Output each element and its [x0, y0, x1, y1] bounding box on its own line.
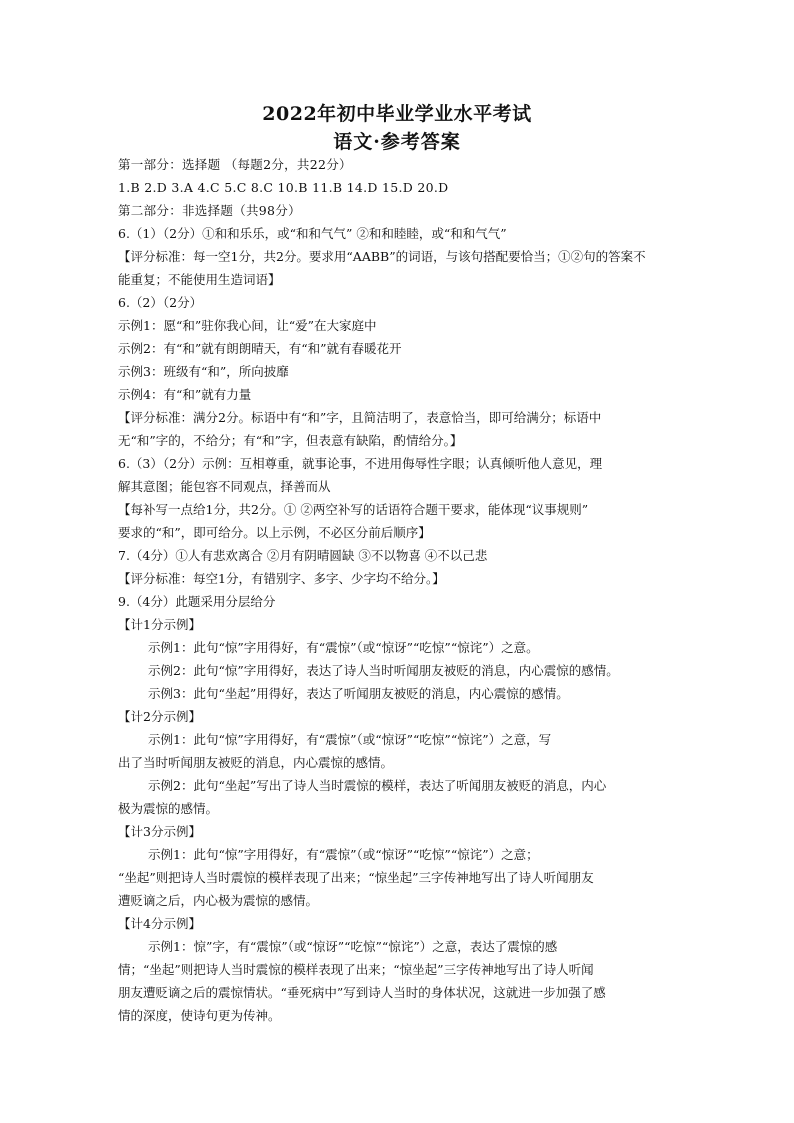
q6-1-answer: 6.（1）（2分）①和和乐乐，或“和和气气” ②和和睦睦，或“和和气气” [118, 226, 507, 241]
q9-level-4-example-1d: 情的深度，使诗句更为传神。 [118, 1008, 281, 1023]
q6-3-answer-2: 解其意图；能包容不同观点，择善而从 [118, 479, 331, 494]
q6-2-rubric-2: 无“和”字的，不给分；有“和”字，但表意有缺陷，酌情给分。】 [118, 433, 463, 448]
q6-2-heading: 6.（2）（2分） [118, 295, 203, 310]
q6-1-rubric-2: 能重复；不能使用生造词语】 [118, 272, 281, 287]
q9-level-3-heading: 【计3分示例】 [118, 824, 201, 839]
q6-2-example-3: 示例3：班级有“和”，所向披靡 [118, 364, 289, 379]
q9-level-4-heading: 【计4分示例】 [118, 916, 201, 931]
q9-level-1-heading: 【计1分示例】 [118, 617, 201, 632]
section-2-heading: 第二部分：非选择题（共98分） [118, 203, 301, 218]
q9-level-1-example-1: 示例1：此句“惊”字用得好，有“震惊”（或“惊讶”“吃惊”“惊诧”）之意。 [148, 640, 539, 655]
q9-level-4-example-1b: 情；“坐起”则把诗人当时震惊的模样表现了出来；“惊坐起”三字传神地写出了诗人听闻 [118, 962, 594, 977]
q6-2-example-1: 示例1：愿“和”驻你我心间，让“爱”在大家庭中 [118, 318, 377, 333]
q9-heading: 9.（4分）此题采用分层给分 [118, 594, 276, 609]
section-1-heading: 第一部分：选择题 （每题2分，共22分） [118, 157, 352, 172]
q6-2-rubric-1: 【评分标准：满分2分。标语中有“和”字，且简洁明了，表意恰当，即可给满分；标语中 [118, 410, 602, 425]
q6-2-example-4: 示例4：有“和”就有力量 [118, 387, 252, 402]
q9-level-1-example-3: 示例3：此句“坐起”用得好，表达了听闻朋友被贬的消息，内心震惊的感情。 [148, 686, 569, 701]
q6-1-rubric-1: 【评分标准：每一空1分，共2分。要求用“AABB”的词语，与该句搭配要恰当；①②句的答案不 [118, 249, 646, 264]
q7-answer: 7.（4分）①人有悲欢离合 ②月有阴晴圆缺 ③不以物喜 ④不以己悲 [118, 548, 488, 563]
q6-2-example-2: 示例2：有“和”就有朗朗晴天，有“和”就有春暖花开 [118, 341, 402, 356]
q9-level-2-example-2b: 极为震惊的感情。 [118, 801, 219, 816]
q9-level-3-example-1c: 遭贬谪之后，内心极为震惊的感情。 [118, 893, 319, 908]
q9-level-4-example-1a: 示例1：惊”字，有“震惊”（或“惊讶”“吃惊”“惊诧”）之意，表达了震惊的感 [148, 939, 558, 954]
q9-level-2-heading: 【计2分示例】 [118, 709, 201, 724]
q7-rubric: 【评分标准：每空1分，有错别字、多字、少字均不给分。】 [118, 571, 445, 586]
q6-3-answer-1: 6.（3）（2分）示例：互相尊重，就事论事，不进用侮辱性字眼；认真倾听他人意见，理 [118, 456, 603, 471]
q6-3-rubric-2: 要求的“和”，即可给分。以上示例，不必区分前后顺序】 [118, 525, 431, 540]
q9-level-2-example-1b: 出了当时听闻朋友被贬的消息，内心震惊的感情。 [118, 755, 394, 770]
q9-level-2-example-1a: 示例1：此句“惊”字用得好，有“震惊”（或“惊讶”“吃惊”“惊诧”）之意，写 [148, 732, 552, 747]
q6-3-rubric-1: 【每补写一点给1分，共2分。① ②两空补写的话语符合题干要求，能体现“议事规则” [118, 502, 589, 517]
q9-level-3-example-1b: “坐起”则把诗人当时震惊的模样表现了出来；“惊坐起”三字传神地写出了诗人听闻朋友 [118, 870, 594, 885]
q9-level-1-example-2: 示例2：此句“惊”字用得好，表达了诗人当时听闻朋友被贬的消息，内心震惊的感情。 [148, 663, 619, 678]
q9-level-2-example-2a: 示例2：此句“坐起”写出了诗人当时震惊的模样，表达了听闻朋友被贬的消息，内心 [148, 778, 607, 793]
choice-answers: 1.B 2.D 3.A 4.C 5.C 8.C 10.B 11.B 14.D 15.D 20.D [118, 180, 449, 195]
exam-title: 2022年初中毕业学业水平考试 [262, 103, 532, 125]
exam-subtitle: 语文·参考答案 [333, 131, 461, 153]
q9-level-4-example-1c: 朋友遭贬谪之后的震惊情状。“垂死病中”写到诗人当时的身体状况，这就进一步加强了感 [118, 985, 606, 1000]
q9-level-3-example-1a: 示例1：此句“惊”字用得好，有“震惊”（或“惊讶”“吃惊”“惊诧”）之意； [148, 847, 539, 862]
